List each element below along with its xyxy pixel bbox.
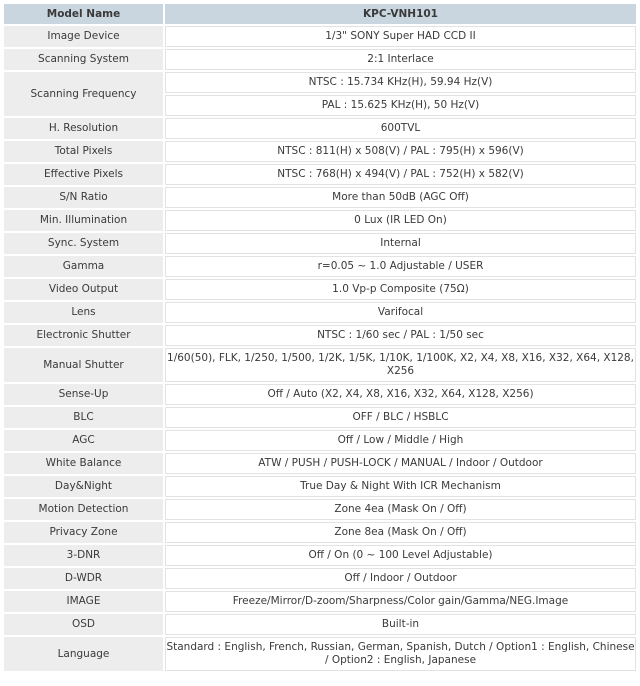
table-row [4, 325, 636, 346]
row-label: Manual Shutter [4, 348, 163, 382]
row-value: 0 Lux (IR LED On) [165, 210, 636, 231]
row-value: Built-in [165, 614, 636, 635]
row-label: D-WDR [4, 568, 163, 589]
row-label: Motion Detection [4, 499, 163, 520]
row-label: Min. Illumination [4, 210, 163, 231]
row-label: Language [4, 637, 163, 671]
row-value: Standard : English, French, Russian, German, Spanish, Dutch / Option1 : English, Chinese / Option2 : English, Japanese [165, 637, 636, 671]
table-row [4, 348, 636, 382]
table-row [4, 279, 636, 300]
row-label: Day&Night [4, 476, 163, 497]
row-label: Sense-Up [4, 384, 163, 405]
row-value: OFF / BLC / HSBLC [165, 407, 636, 428]
row-label: Total Pixels [4, 141, 163, 162]
row-value: Off / On (0 ~ 100 Level Adjustable) [165, 545, 636, 566]
table-row [4, 407, 636, 428]
row-value: Off / Low / Middle / High [165, 430, 636, 451]
row-value: 2:1 Interlace [165, 49, 636, 70]
table-row [4, 118, 636, 139]
row-value: Zone 8ea (Mask On / Off) [165, 522, 636, 543]
row-label: Scanning System [4, 49, 163, 70]
row-label: Effective Pixels [4, 164, 163, 185]
row-value: NTSC : 15.734 KHz(H), 59.94 Hz(V) [165, 72, 636, 93]
table-row [4, 302, 636, 323]
table-row [4, 233, 636, 254]
table-row [4, 453, 636, 474]
table-row [4, 72, 636, 93]
row-label: Video Output [4, 279, 163, 300]
row-value: Internal [165, 233, 636, 254]
table-row [4, 256, 636, 277]
row-value-secondary: PAL : 15.625 KHz(H), 50 Hz(V) [165, 95, 636, 116]
row-label: 3-DNR [4, 545, 163, 566]
table-row [4, 49, 636, 70]
row-value: ATW / PUSH / PUSH-LOCK / MANUAL / Indoor / Outdoor [165, 453, 636, 474]
row-value: 1.0 Vp-p Composite (75Ω) [165, 279, 636, 300]
table-row [4, 476, 636, 497]
table-row [4, 545, 636, 566]
row-value: Off / Indoor / Outdoor [165, 568, 636, 589]
row-label: Electronic Shutter [4, 325, 163, 346]
table-row [4, 164, 636, 185]
row-value: 1/60(50), FLK, 1/250, 1/500, 1/2K, 1/5K, 1/10K, 1/100K, X2, X4, X8, X16, X32, X64, X128, X256 [165, 348, 636, 382]
spec-table [2, 2, 638, 673]
row-value: Freeze/Mirror/D-zoom/Sharpness/Color gain/Gamma/NEG.Image [165, 591, 636, 612]
row-label: BLC [4, 407, 163, 428]
row-value: r=0.05 ~ 1.0 Adjustable / USER [165, 256, 636, 277]
row-value: True Day & Night With ICR Mechanism [165, 476, 636, 497]
table-row [4, 614, 636, 635]
table-row [4, 430, 636, 451]
table-row [4, 637, 636, 671]
table-row [4, 187, 636, 208]
row-value: 600TVL [165, 118, 636, 139]
row-label: Scanning Frequency [4, 72, 163, 116]
table-row [4, 568, 636, 589]
row-label: White Balance [4, 453, 163, 474]
row-value: More than 50dB (AGC Off) [165, 187, 636, 208]
row-value: NTSC : 811(H) x 508(V) / PAL : 795(H) x 596(V) [165, 141, 636, 162]
header-label: Model Name [4, 4, 163, 24]
table-row [4, 210, 636, 231]
row-label: OSD [4, 614, 163, 635]
table-header-row [4, 4, 636, 24]
row-label: Gamma [4, 256, 163, 277]
row-value: Off / Auto (X2, X4, X8, X16, X32, X64, X128, X256) [165, 384, 636, 405]
row-label: Sync. System [4, 233, 163, 254]
table-row [4, 591, 636, 612]
row-value: Varifocal [165, 302, 636, 323]
row-label: IMAGE [4, 591, 163, 612]
table-row [4, 141, 636, 162]
row-value: 1/3" SONY Super HAD CCD II [165, 26, 636, 47]
row-label: H. Resolution [4, 118, 163, 139]
row-value: Zone 4ea (Mask On / Off) [165, 499, 636, 520]
row-label: Lens [4, 302, 163, 323]
table-row [4, 522, 636, 543]
row-label: AGC [4, 430, 163, 451]
header-model: KPC-VNH101 [165, 4, 636, 24]
table-row [4, 499, 636, 520]
row-value: NTSC : 1/60 sec / PAL : 1/50 sec [165, 325, 636, 346]
row-label: Privacy Zone [4, 522, 163, 543]
table-row [4, 384, 636, 405]
table-row [4, 26, 636, 47]
row-label: S/N Ratio [4, 187, 163, 208]
row-label: Image Device [4, 26, 163, 47]
spec-sheet [2, 2, 638, 673]
row-value: NTSC : 768(H) x 494(V) / PAL : 752(H) x 582(V) [165, 164, 636, 185]
